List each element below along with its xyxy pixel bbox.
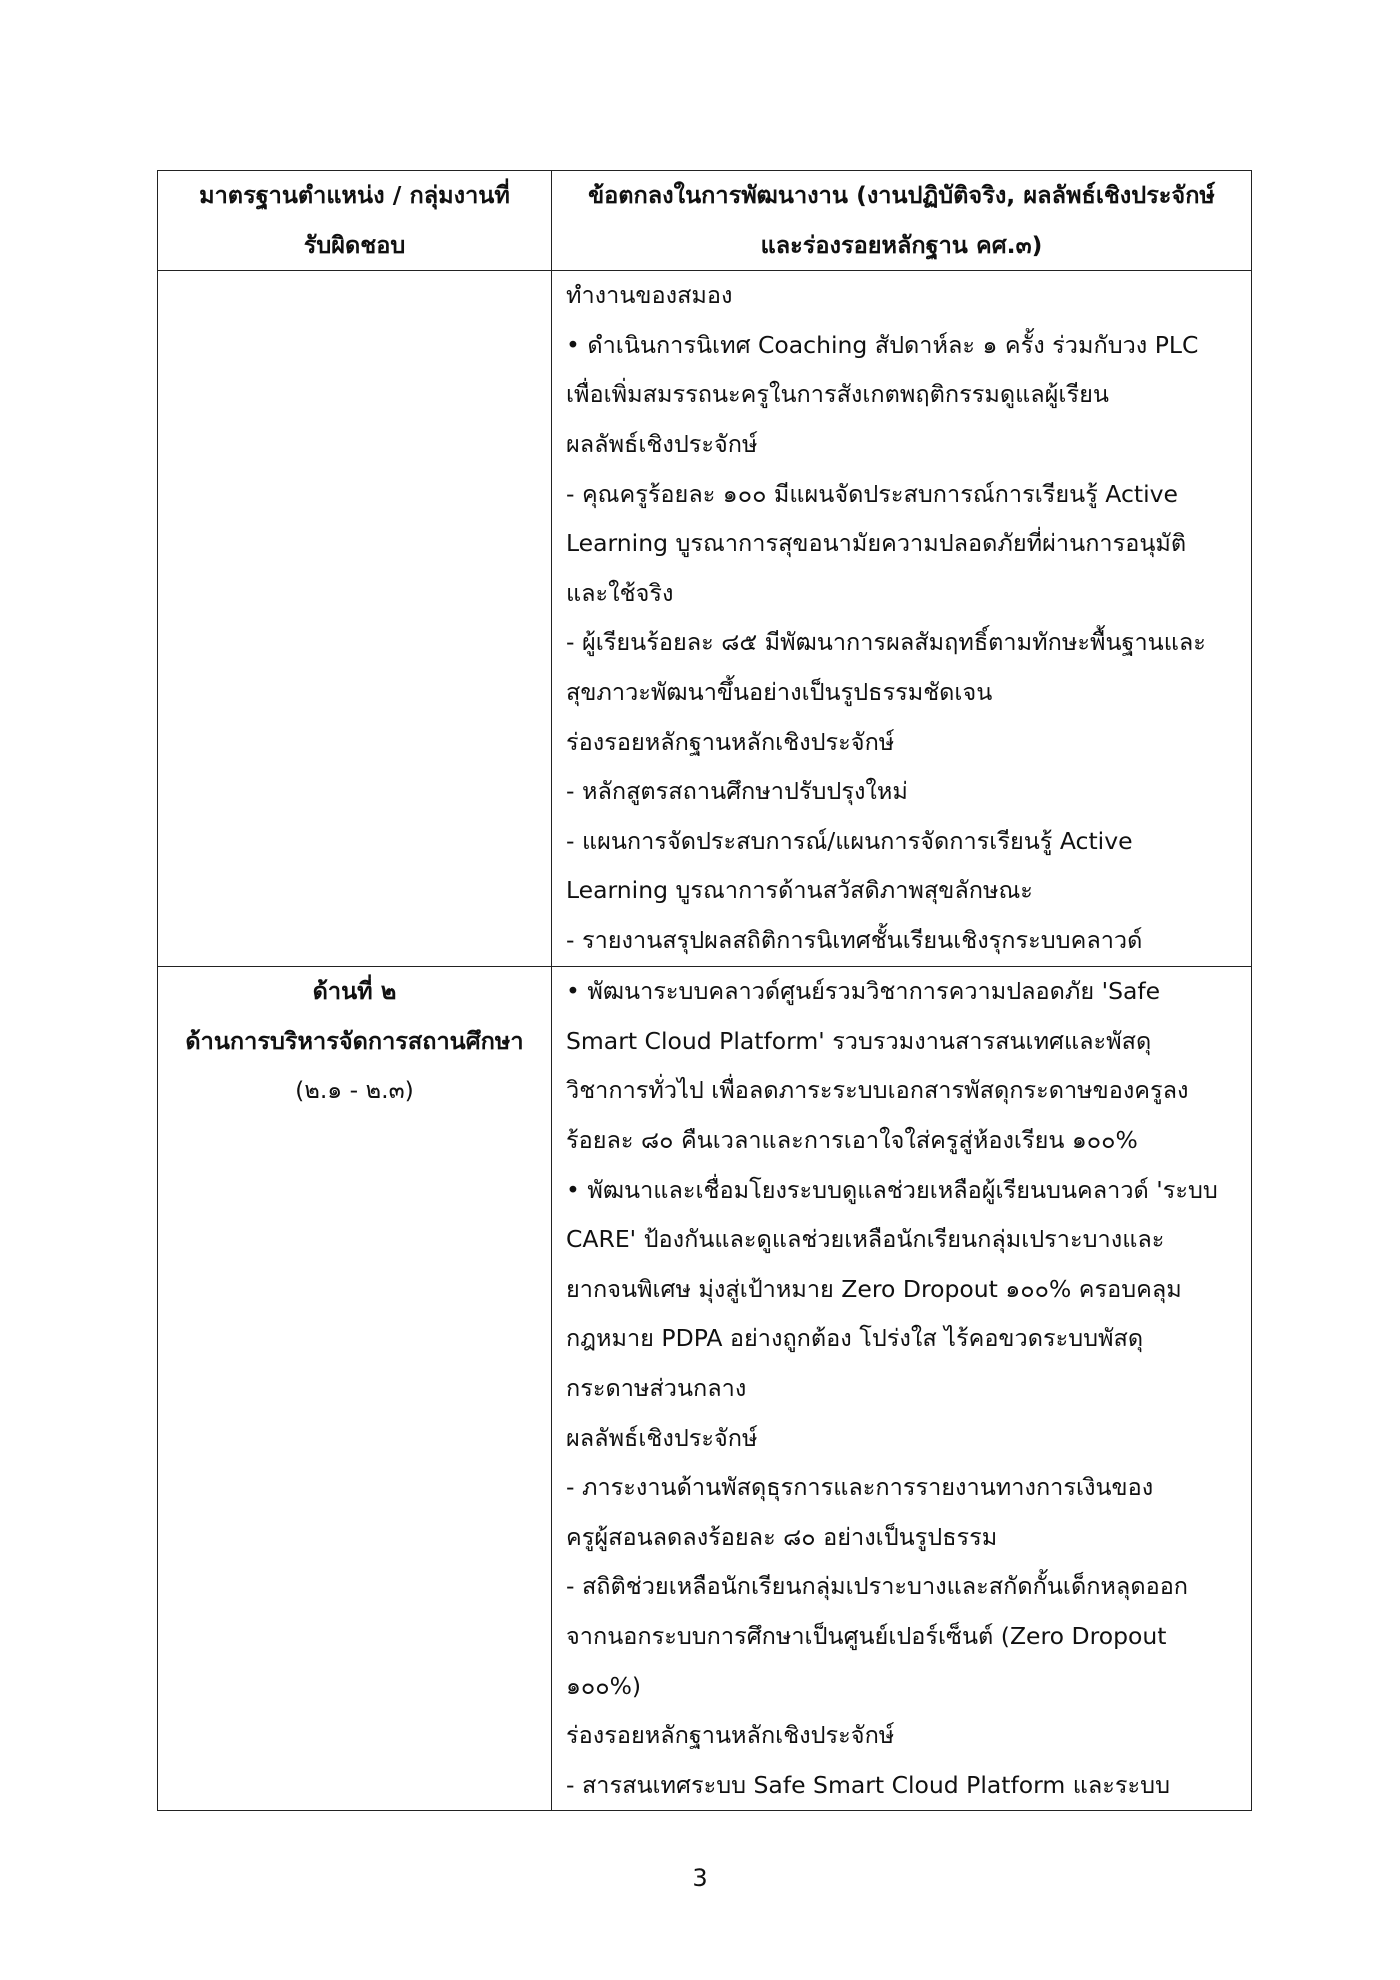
cell-line: Learning บูรณาการสุขอนามัยความปลอดภัยที่ผ่านการอนุมัติ [566, 529, 1187, 558]
row2-left-cell [158, 967, 552, 1811]
cell-line: สุขภาวะพัฒนาขึ้นอย่างเป็นรูปธรรมชัดเจน [566, 677, 993, 706]
cell-line: ผลลัพธ์เชิงประจักษ์ [566, 1423, 758, 1452]
cell-line: CARE' ป้องกันและดูแลช่วยเหลือนักเรียนกลุ่มเปราะบางและ [566, 1225, 1165, 1254]
cell-line: กฎหมาย PDPA อย่างถูกต้อง โปร่งใส ไร้คอขวดระบบพัสดุ [566, 1324, 1144, 1353]
page-number: 3 [692, 1864, 708, 1892]
cell-line: ทำงานของสมอง [566, 281, 733, 310]
row2-right-cell [552, 967, 1252, 1811]
cell-line: และใช้จริง [566, 578, 674, 607]
cell-line: จากนอกระบบการศึกษาเป็นศูนย์เปอร์เซ็นต์ (Zero Dropout [566, 1621, 1167, 1650]
header-standard-position [158, 171, 552, 271]
cell-line: - ภาระงานด้านพัสดุธุรการและการรายงานทางการเงินของ [566, 1473, 1154, 1502]
cell-line: ร่องรอยหลักฐานหลักเชิงประจักษ์ [566, 727, 895, 756]
cell-line: เพื่อเพิ่มสมรรถนะครูในการสังเกตพฤติกรรมดูแลผู้เรียน [566, 380, 1109, 409]
cell-line: • ดำเนินการนิเทศ Coaching สัปดาห์ละ ๑ ครั้ง ร่วมกับวง PLC [566, 330, 1199, 359]
cell-line: - ผู้เรียนร้อยละ ๘๕ มีพัฒนาการผลสัมฤทธิ์ตามทักษะพื้นฐานและ [566, 628, 1206, 657]
cell-line: ร้อยละ ๘๐ คืนเวลาและการเอาใจใส่ครูสู่ห้องเรียน ๑๐๐% [566, 1125, 1138, 1154]
header-col2-line: ข้อตกลงในการพัฒนางาน (งานปฏิบัติจริง, ผลลัพธ์เชิงประจักษ์ [588, 181, 1215, 209]
cell-line: กระดาษส่วนกลาง [566, 1373, 747, 1402]
header-col2-line: และร่องรอยหลักฐาน คศ.๓) [760, 230, 1043, 259]
cell-line: - รายงานสรุปผลสถิติการนิเทศชั้นเรียนเชิงรุกระบบคลาวด์ [566, 925, 1143, 954]
header-col1-line: มาตรฐานตำแหน่ง / กลุ่มงานที่ [199, 181, 510, 209]
cell-line: - แผนการจัดประสบการณ์/แผนการจัดการเรียนรู้ Active [566, 826, 1133, 855]
header-development-agreement [552, 171, 1252, 271]
cell-line: ๑๐๐%) [566, 1671, 642, 1700]
cell-line: วิชาการทั่วไป เพื่อลดภาระระบบเอกสารพัสดุกระดาษของครูลง [566, 1076, 1189, 1105]
cell-line: • พัฒนาและเชื่อมโยงระบบดูแลช่วยเหลือผู้เรียนบนคลาวด์ 'ระบบ [566, 1175, 1218, 1204]
row1-right-cell [552, 271, 1252, 967]
agreement-table [157, 170, 1252, 1811]
cell-line: - สถิติช่วยเหลือนักเรียนกลุ่มเปราะบางและสกัดกั้นเด็กหลุดออก [566, 1572, 1189, 1601]
table-row [158, 967, 1252, 1811]
cell-line: - สารสนเทศระบบ Safe Smart Cloud Platform และระบบ [566, 1770, 1171, 1799]
row1-left-cell [158, 271, 552, 967]
cell-line: ครูผู้สอนลดลงร้อยละ ๘๐ อย่างเป็นรูปธรรม [566, 1522, 998, 1551]
section-range: (๒.๑ - ๒.๓) [295, 1076, 414, 1105]
cell-line: ยากจนพิเศษ มุ่งสู่เป้าหมาย Zero Dropout ๑๐๐% ครอบคลุม [566, 1274, 1182, 1303]
table-row [158, 271, 1252, 967]
cell-line: ร่องรอยหลักฐานหลักเชิงประจักษ์ [566, 1721, 895, 1750]
cell-line: ผลลัพธ์เชิงประจักษ์ [566, 429, 758, 458]
header-col1-line: รับผิดชอบ [303, 230, 406, 259]
section-title: ด้านที่ ๒ [312, 977, 397, 1006]
cell-line: Learning บูรณาการด้านสวัสดิภาพสุขลักษณะ [566, 876, 1033, 905]
cell-line: Smart Cloud Platform' รวบรวมงานสารสนเทศและพัสดุ [566, 1026, 1152, 1055]
section-subtitle: ด้านการบริหารจัดการสถานศึกษา [185, 1026, 524, 1055]
cell-line: - คุณครูร้อยละ ๑๐๐ มีแผนจัดประสบการณ์การเรียนรู้ Active [566, 479, 1178, 508]
table-header-row [158, 171, 1252, 271]
cell-line: • พัฒนาระบบคลาวด์ศูนย์รวมวิชาการความปลอดภัย 'Safe [566, 977, 1161, 1006]
cell-line: - หลักสูตรสถานศึกษาปรับปรุงใหม่ [566, 777, 908, 806]
